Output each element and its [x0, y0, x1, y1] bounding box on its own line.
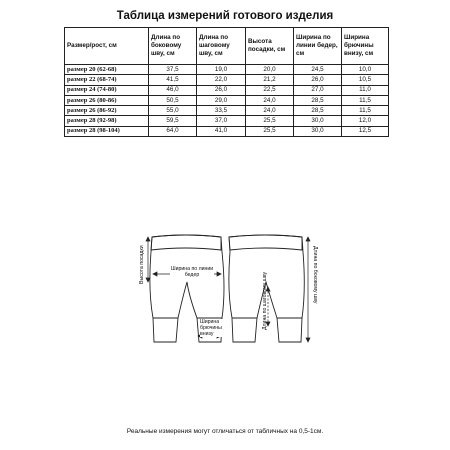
table-cell: 10,5 [342, 75, 389, 85]
header-hip: Ширина по линии бедер, см [294, 28, 342, 65]
table-cell: 11,5 [342, 106, 389, 116]
table-cell: 11,0 [342, 85, 389, 95]
disclaimer-note: Реальные измерения могут отличаться от табличных на 0,5-1см. [126, 428, 324, 435]
table-cell: размер 20 (62-68) [65, 65, 149, 75]
table-cell: 64,0 [149, 126, 197, 136]
table-cell: 30,0 [294, 116, 342, 126]
header-side-seam: Длина по боковому шву, см [149, 28, 197, 65]
rise-label: Высота посадки [139, 245, 145, 284]
table-cell: 50,5 [149, 95, 197, 105]
table-cell: 22,0 [197, 75, 246, 85]
table-cell: 26,0 [294, 75, 342, 85]
table-cell: 30,0 [294, 126, 342, 136]
table-cell: 41,0 [197, 126, 246, 136]
table-cell: 24,5 [294, 65, 342, 75]
header-inseam: Длина по шаговому шву, см [197, 28, 246, 65]
table-cell: 25,5 [246, 126, 294, 136]
table-cell: 59,5 [149, 116, 197, 126]
table-cell: размер 28 (92-98) [65, 116, 149, 126]
front-waistband [151, 235, 221, 250]
header-hem: Ширина брючины внизу, см [342, 28, 389, 65]
table-cell: 37,5 [149, 65, 197, 75]
table-cell: размер 26 (80-86) [65, 95, 149, 105]
table-cell: 27,0 [294, 85, 342, 95]
hem-label: Ширина брючины внизу [200, 319, 226, 337]
table-cell: 28,5 [294, 95, 342, 105]
hip-label: Ширина по линии бедер [170, 266, 214, 278]
table-cell: 22,5 [246, 85, 294, 95]
table-cell: 41,5 [149, 75, 197, 85]
table-cell: 19,0 [197, 65, 246, 75]
table-cell: 37,0 [197, 116, 246, 126]
header-rise: Высота посадки, см [246, 28, 294, 65]
table-cell: 26,0 [197, 85, 246, 95]
table-cell: 12,0 [342, 116, 389, 126]
table-cell: 28,5 [294, 106, 342, 116]
table-cell: 55,0 [149, 106, 197, 116]
table-cell: 20,0 [246, 65, 294, 75]
page-title: Таблица измерений готового изделия [116, 10, 334, 22]
table-cell: 24,0 [246, 106, 294, 116]
table-cell: 10,0 [342, 65, 389, 75]
table-cell: размер 26 (86-92) [65, 106, 149, 116]
table-cell: размер 28 (98-104) [65, 126, 149, 136]
table-cell: 21,2 [246, 75, 294, 85]
table-cell: размер 24 (74-80) [65, 85, 149, 95]
back-waistband [229, 235, 302, 250]
table-cell: 33,5 [197, 106, 246, 116]
table-cell: 12,5 [342, 126, 389, 136]
inseam-label: Длина по шаговому шву [262, 271, 268, 330]
table-cell: 25,5 [246, 116, 294, 126]
table-cell: 46,0 [149, 85, 197, 95]
table-cell: 24,0 [246, 95, 294, 105]
side-seam-label: Длина по боковому шву [312, 246, 318, 304]
table-cell: размер 22 (68-74) [65, 75, 149, 85]
table-cell: 29,0 [197, 95, 246, 105]
header-size: Размер/рост, см [65, 28, 149, 65]
table-cell: 11,5 [342, 95, 389, 105]
